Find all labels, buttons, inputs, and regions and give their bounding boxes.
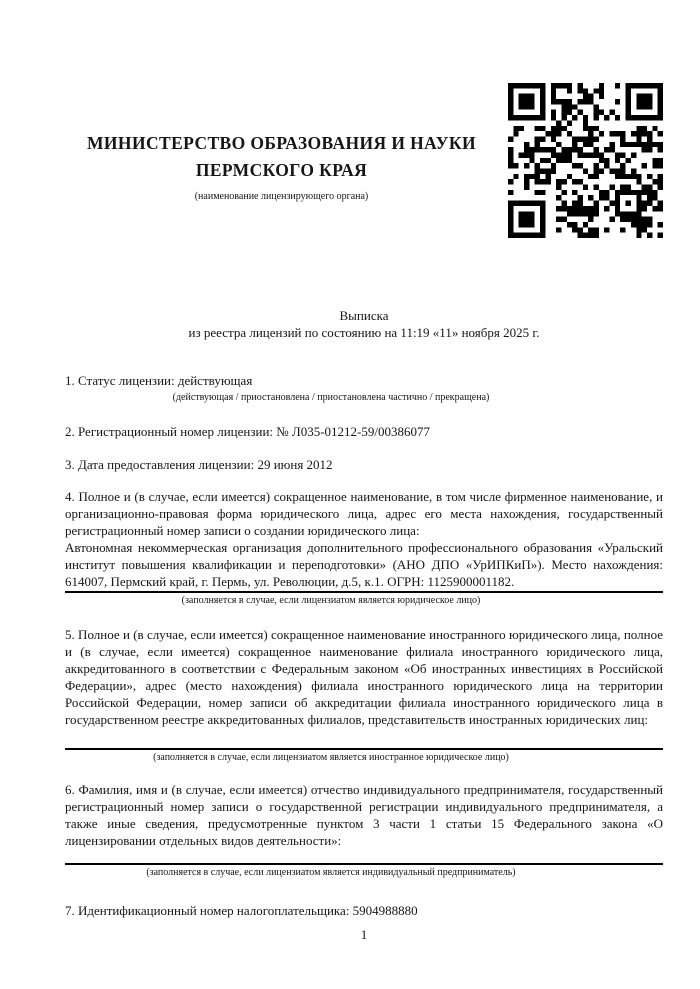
individual-entrepreneur-caption: (заполняется в случае, если лицензиатом является индивидуальный предприниматель) bbox=[146, 867, 516, 878]
document-title-block bbox=[65, 307, 663, 341]
document-subtitle: из реестра лицензий по состоянию на 11:19 «11» ноября 2025 г. bbox=[188, 325, 540, 340]
item-individual-entrepreneur bbox=[65, 781, 663, 879]
fill-line-individual-entrepreneur bbox=[65, 863, 663, 865]
legal-entity-caption: (заполняется в случае, если лицензиатом является юридическое лицо) bbox=[181, 595, 481, 606]
taxpayer-number-text: 7. Идентификационный номер налогоплательщика: 5904988880 bbox=[65, 903, 418, 918]
item-foreign-entity bbox=[65, 626, 663, 764]
foreign-entity-caption: (заполняется в случае, если лицензиатом является иностранное юридическое лицо) bbox=[153, 752, 509, 763]
page-number: 1 bbox=[360, 927, 368, 942]
registration-number-text: 2. Регистрационный номер лицензии: № Л035-01212-59/00386077 bbox=[65, 424, 431, 439]
license-status-caption: (действующая / приостановлена / приостановлена частично / прекращена) bbox=[172, 392, 490, 403]
license-status-text: 1. Статус лицензии: действующая bbox=[65, 373, 253, 388]
licensing-authority-block bbox=[65, 83, 508, 203]
legal-entity-value: Автономная некоммерческая организация дополнительного профессионального образования «Уральский институт повышения квалификации и переподготовки» (АНО ДПО «УрИПКиП»). Место нахождения: 614007, Пермский край, г. Пермь, ул. Революции, д.5, к.1. ОГРН: 1125900001182. bbox=[65, 540, 663, 589]
individual-entrepreneur-label: 6. Фамилия, имя и (в случае, если имеется) отчество индивидуального предпринимателя, государственный регистрационный номер записи о государственной регистрации индивидуального предпринимателя, а также иные сведения, предусмотренные пунктом 3 части 1 статьи 15 Федерального закона «О лицензировании отдельных видов деятельности»: bbox=[65, 782, 663, 848]
document-header bbox=[65, 83, 663, 238]
ministry-name-caption: (наименование лицензирующего органа) bbox=[194, 191, 369, 202]
qr-code bbox=[508, 83, 663, 238]
item-registration-number bbox=[65, 423, 663, 440]
legal-entity-label: 4. Полное и (в случае, если имеется) сокращенное наименование, в том числе фирменное наименование, и организационно-правовая форма юридического лица, адрес его места нахождения, государственный регистрационный номер записи о создании юридического лица: bbox=[65, 489, 663, 538]
ministry-name-line2: ПЕРМСКОГО КРАЯ bbox=[195, 160, 368, 180]
item-license-date bbox=[65, 456, 663, 473]
document-body bbox=[65, 372, 663, 919]
item-license-status bbox=[65, 372, 663, 404]
document-title: Выписка bbox=[339, 308, 389, 323]
fill-line-legal-entity bbox=[65, 591, 663, 593]
item-legal-entity bbox=[65, 488, 663, 607]
foreign-entity-label: 5. Полное и (в случае, если имеется) сокращенное наименование иностранного юридического лица, полное и (в случае, если имеется) сокращенное наименование филиала иностранного юридического лица, аккредитованного в соответствии с Федеральным законом «Об иностранных инвестициях в Российской Федерации», адрес (место нахождения) филиала иностранного юридического лица на территории Российской Федерации, номер записи об аккредитации филиала иностранного юридического лица в государственном реестре аккредитованных филиалов, представительств иностранных юридических лиц: bbox=[65, 627, 663, 727]
fill-line-foreign-entity bbox=[65, 748, 663, 750]
ministry-name-line1: МИНИСТЕРСТВО ОБРАЗОВАНИЯ И НАУКИ bbox=[87, 133, 476, 153]
license-date-text: 3. Дата предоставления лицензии: 29 июня 2012 bbox=[65, 457, 333, 472]
item-taxpayer-number bbox=[65, 902, 663, 919]
